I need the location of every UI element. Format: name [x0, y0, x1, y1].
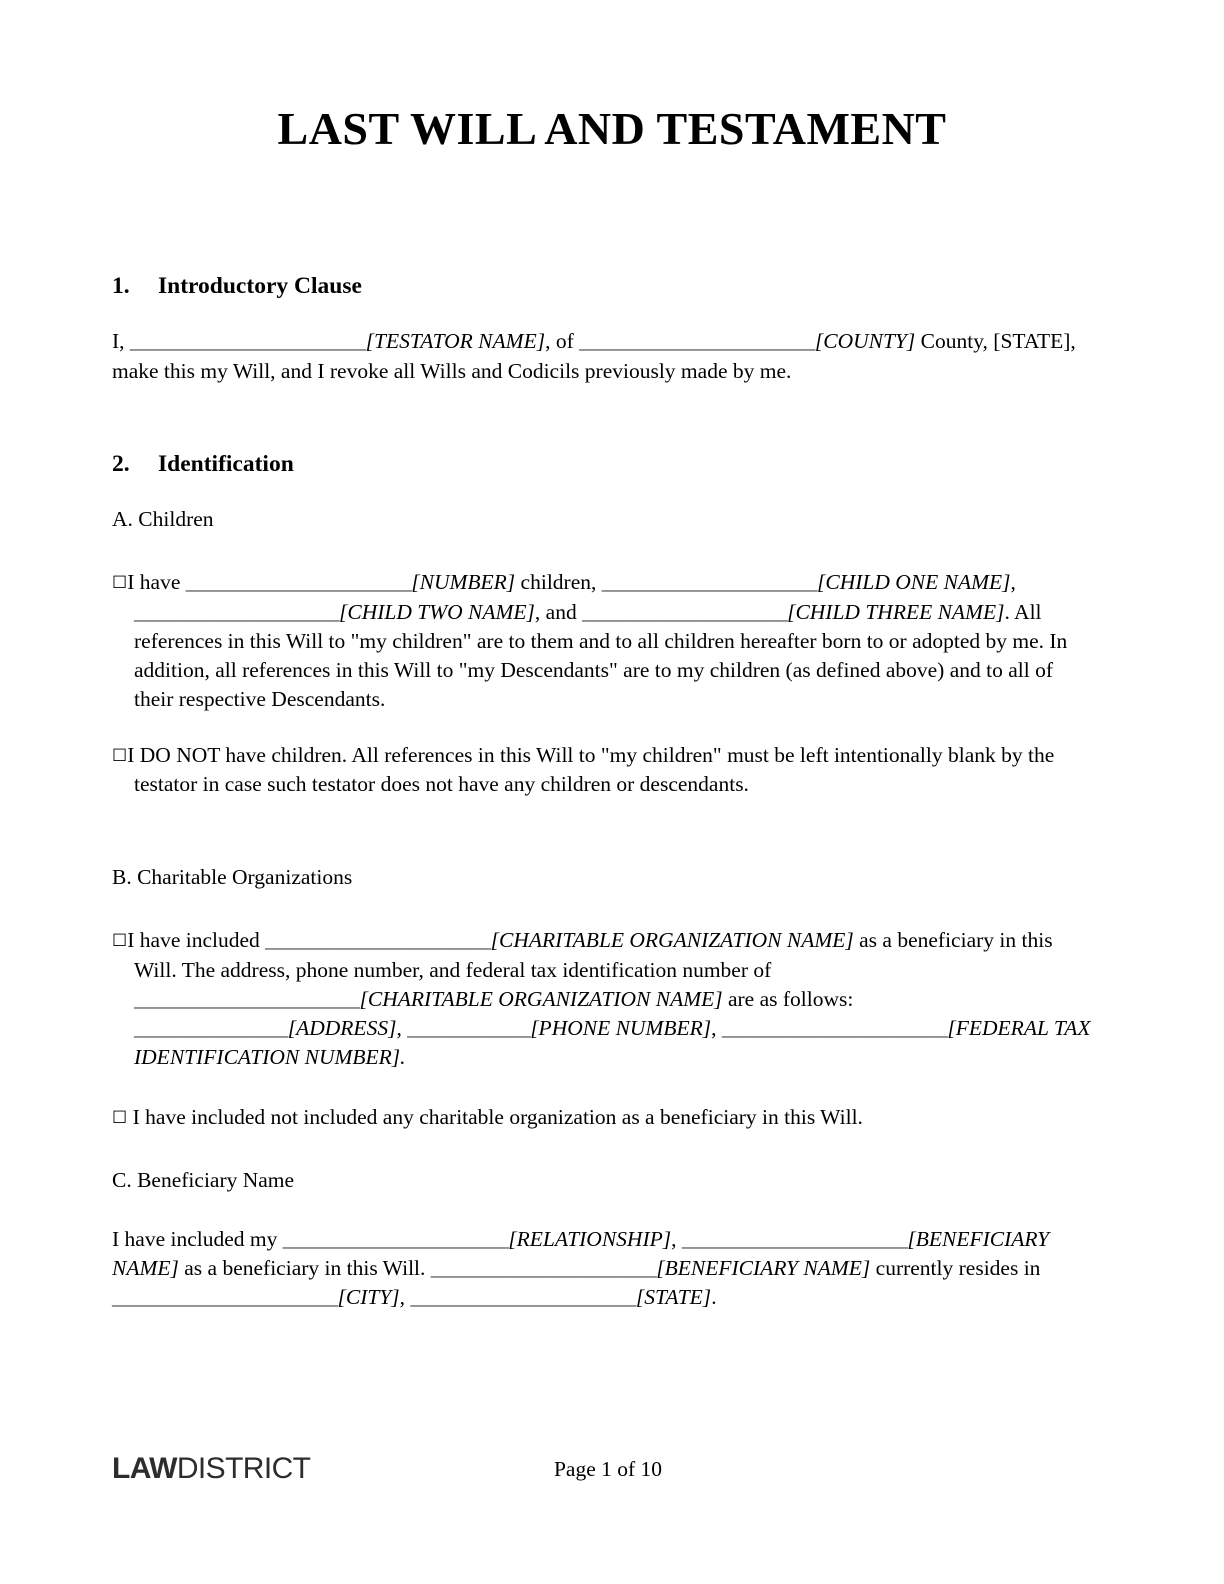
beneficiary-text-1: I have included my: [112, 1226, 283, 1251]
blank-testator-name[interactable]: _______________________: [129, 329, 366, 354]
section-heading-identification: [112, 450, 1094, 479]
blank-city[interactable]: ______________________: [112, 1285, 338, 1310]
checkbox-icon[interactable]: ☐: [112, 745, 128, 766]
subsection-heading-beneficiary-name: C. Beneficiary Name: [112, 1167, 295, 1192]
blank-county[interactable]: _______________________: [579, 329, 815, 354]
checkbox-item-have-children[interactable]: [112, 568, 1094, 714]
checkbox-item-charity-not-included[interactable]: [112, 1103, 1094, 1132]
charity-text-2: as a beneficiary in this Will. The address, phone number, and federal tax identification number of: [134, 928, 1053, 982]
blank-state[interactable]: ______________________: [410, 1285, 636, 1310]
logo-district-text: DISTRICT: [176, 1452, 311, 1485]
beneficiary-name-paragraph: [112, 1225, 1094, 1313]
section-title: Identification: [158, 450, 294, 477]
checkbox-item-charity-included[interactable]: [112, 926, 1094, 1072]
page-footer: [0, 1452, 1224, 1512]
section-number: 2.: [112, 450, 130, 477]
intro-text-b: , of: [545, 329, 580, 354]
document-title: LAST WILL AND TESTAMENT: [277, 103, 947, 154]
placeholder-beneficiary-name-2: [BENEFICIARY NAME]: [656, 1256, 871, 1281]
blank-child-one-name[interactable]: _____________________: [601, 570, 817, 595]
charity-text-3: are as follows:: [722, 986, 854, 1011]
blank-beneficiary-name-1[interactable]: ______________________: [681, 1226, 908, 1251]
children-text-1: I have: [127, 570, 186, 595]
page-number: Page 1 of 10: [553, 1457, 663, 1481]
subsection-heading-children: A. Children: [112, 507, 214, 532]
placeholder-charitable-organization-name-2: [CHARITABLE ORGANIZATION NAME]: [359, 986, 723, 1011]
charity-text-1: I have included: [127, 928, 266, 953]
placeholder-federal-tax-id: [FEDERAL TAX IDENTIFICATION NUMBER]: [134, 1016, 1091, 1070]
beneficiary-text-3: as a beneficiary in this Will.: [178, 1256, 431, 1281]
placeholder-testator-name: [TESTATOR NAME]: [365, 329, 546, 354]
placeholder-charitable-organization-name-1: [CHARITABLE ORGANIZATION NAME]: [490, 928, 854, 953]
document-body: [112, 272, 1094, 1313]
blank-child-two-name[interactable]: ____________________: [134, 599, 339, 624]
section-title: Introductory Clause: [158, 273, 362, 299]
placeholder-number: [NUMBER]: [411, 570, 516, 595]
placeholder-address: [ADDRESS]: [287, 1016, 397, 1041]
placeholder-relationship: [RELATIONSHIP]: [508, 1226, 672, 1251]
charity-not-included-text: I have included not included any charitable organization as a beneficiary in this Will.: [127, 1104, 863, 1129]
intro-text-a: I,: [112, 329, 130, 354]
placeholder-state: [STATE]: [635, 1285, 712, 1310]
placeholder-child-three-name: [CHILD THREE NAME]: [787, 599, 1005, 624]
placeholder-phone-number: [PHONE NUMBER]: [530, 1016, 712, 1041]
subsection-heading-charitable-organizations: B. Charitable Organizations: [112, 865, 353, 890]
blank-phone-number[interactable]: ____________: [407, 1016, 531, 1041]
beneficiary-text-6: .: [711, 1285, 717, 1310]
beneficiary-text-2: ,: [671, 1226, 682, 1251]
children-text-5: . All references in this Will to "my children" are to them and to all children hereafter born to or adopted by me. In addition, all references in this Will to "my Descendants" are to my children (as defined above) and to all of their respective Descendants.: [134, 599, 1068, 712]
checkbox-icon[interactable]: ☐: [112, 1107, 128, 1128]
children-text-2: children,: [515, 570, 602, 595]
checkbox-icon[interactable]: ☐: [112, 573, 128, 594]
blank-child-three-name[interactable]: ____________________: [582, 599, 788, 624]
placeholder-city: [CITY]: [337, 1285, 400, 1310]
placeholder-child-one-name: [CHILD ONE NAME]: [817, 570, 1011, 595]
blank-number-of-children[interactable]: ______________________: [185, 570, 412, 595]
section-number: 1.: [112, 273, 130, 299]
section-heading-introductory-clause: [112, 272, 1094, 301]
children-text-3: ,: [1010, 570, 1016, 595]
placeholder-child-two-name: [CHILD TWO NAME]: [339, 599, 535, 624]
blank-address[interactable]: _______________: [134, 1016, 288, 1041]
blank-charitable-organization-name-1[interactable]: ______________________: [265, 928, 491, 953]
charity-text-6: .: [400, 1045, 406, 1070]
children-text-4: , and: [534, 599, 583, 624]
blank-charitable-organization-name-2[interactable]: ______________________: [134, 986, 360, 1011]
no-children-text: I DO NOT have children. All references in this Will to "my children" must be left intentionally blank by the testator in case such testator does not have any children or descendants.: [127, 742, 1055, 796]
beneficiary-text-4: currently resides in: [870, 1256, 1041, 1281]
intro-text-c: County, [STATE], make this my Will, and I revoke all Wills and Codicils previously made by me.: [112, 329, 1076, 383]
introductory-clause-paragraph: [112, 327, 1094, 385]
checkbox-item-no-children[interactable]: [112, 741, 1094, 799]
logo-law-text: LAW: [112, 1452, 177, 1485]
blank-beneficiary-name-2[interactable]: ______________________: [430, 1256, 657, 1281]
beneficiary-text-5: ,: [399, 1285, 411, 1310]
checkbox-icon[interactable]: ☐: [112, 931, 128, 952]
placeholder-beneficiary-name-1: [BENEFICIARY NAME]: [112, 1226, 1050, 1281]
charity-text-5: ,: [711, 1016, 722, 1041]
placeholder-county: [COUNTY]: [814, 329, 916, 354]
blank-federal-tax-id[interactable]: ______________________: [721, 1016, 948, 1041]
charity-text-4: ,: [396, 1016, 408, 1041]
blank-relationship[interactable]: ______________________: [282, 1226, 509, 1251]
